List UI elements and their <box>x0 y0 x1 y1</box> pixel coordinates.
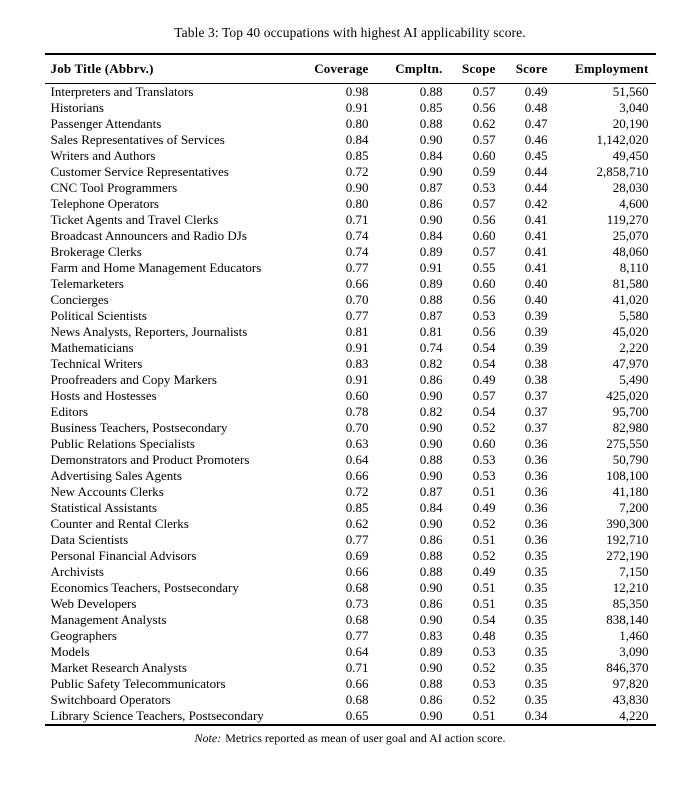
cell-score: 0.35 <box>524 660 548 675</box>
table-row <box>45 660 656 676</box>
cell-scope: 0.48 <box>472 628 496 643</box>
cell-coverage: 0.77 <box>345 532 369 547</box>
cell-scope: 0.51 <box>472 484 496 499</box>
cell-coverage: 0.71 <box>345 212 369 227</box>
cell-employment: 43,830 <box>612 692 649 707</box>
cell-job-title: Statistical Assistants <box>50 500 158 515</box>
table-row <box>45 132 656 148</box>
table-row <box>45 500 656 516</box>
cell-employment: 51,560 <box>612 84 649 99</box>
cell-coverage: 0.78 <box>345 404 369 419</box>
cell-job-title: Broadcast Announcers and Radio DJs <box>50 228 247 243</box>
cell-scope: 0.52 <box>472 692 496 707</box>
cell-score: 0.44 <box>524 180 548 195</box>
cell-job-title: Historians <box>50 100 104 115</box>
cell-cmpltn: 0.90 <box>419 164 443 179</box>
cell-scope: 0.51 <box>472 708 496 723</box>
cell-score: 0.39 <box>524 340 548 355</box>
cell-cmpltn: 0.86 <box>419 372 443 387</box>
cell-job-title: Market Research Analysts <box>50 660 187 675</box>
cell-cmpltn: 0.82 <box>419 356 443 371</box>
cell-job-title: Management Analysts <box>50 612 167 627</box>
cell-job-title: Economics Teachers, Postsecondary <box>50 580 239 595</box>
cell-job-title: New Accounts Clerks <box>50 484 164 499</box>
cell-score: 0.40 <box>524 292 548 307</box>
cell-coverage: 0.70 <box>345 292 369 307</box>
cell-scope: 0.56 <box>472 100 496 115</box>
cell-scope: 0.54 <box>472 356 496 371</box>
table-row <box>45 612 656 628</box>
cell-score: 0.35 <box>524 564 548 579</box>
cell-scope: 0.57 <box>472 132 496 147</box>
cell-cmpltn: 0.86 <box>419 196 443 211</box>
cell-coverage: 0.91 <box>345 372 369 387</box>
cell-score: 0.39 <box>524 324 548 339</box>
occupations-table <box>45 53 656 726</box>
cell-scope: 0.62 <box>472 116 496 131</box>
cell-cmpltn: 0.90 <box>419 516 443 531</box>
cell-coverage: 0.91 <box>345 100 369 115</box>
cell-score: 0.36 <box>524 516 548 531</box>
table-row <box>45 276 656 292</box>
cell-employment: 7,150 <box>619 564 649 579</box>
cell-cmpltn: 0.90 <box>419 388 443 403</box>
cell-job-title: Telemarketers <box>50 276 124 291</box>
cell-cmpltn: 0.87 <box>419 308 443 323</box>
table-row <box>45 116 656 132</box>
cell-scope: 0.49 <box>472 500 496 515</box>
cell-job-title: Brokerage Clerks <box>50 244 142 259</box>
table-note <box>45 731 656 746</box>
table-row <box>45 436 656 452</box>
cell-employment: 4,600 <box>619 196 649 211</box>
cell-cmpltn: 0.84 <box>419 500 443 515</box>
cell-score: 0.48 <box>524 100 548 115</box>
cell-coverage: 0.83 <box>345 356 369 371</box>
cell-coverage: 0.77 <box>345 260 369 275</box>
cell-job-title: Writers and Authors <box>50 148 156 163</box>
table-row <box>45 340 656 356</box>
cell-coverage: 0.72 <box>345 164 369 179</box>
cell-job-title: Data Scientists <box>50 532 129 547</box>
cell-score: 0.44 <box>524 164 548 179</box>
cell-cmpltn: 0.88 <box>419 452 443 467</box>
header-coverage: Coverage <box>300 54 369 84</box>
cell-cmpltn: 0.90 <box>419 212 443 227</box>
cell-score: 0.41 <box>524 260 548 275</box>
cell-coverage: 0.73 <box>345 596 369 611</box>
table-row <box>45 596 656 612</box>
cell-coverage: 0.81 <box>345 324 369 339</box>
cell-coverage: 0.60 <box>345 388 369 403</box>
cell-score: 0.37 <box>524 388 548 403</box>
cell-score: 0.35 <box>524 628 548 643</box>
cell-coverage: 0.66 <box>345 564 369 579</box>
table-row <box>45 628 656 644</box>
cell-cmpltn: 0.74 <box>419 340 443 355</box>
table-row <box>45 532 656 548</box>
cell-cmpltn: 0.90 <box>419 436 443 451</box>
paper-page <box>0 25 700 746</box>
cell-scope: 0.52 <box>472 660 496 675</box>
cell-score: 0.34 <box>524 708 548 723</box>
cell-cmpltn: 0.89 <box>419 244 443 259</box>
cell-score: 0.36 <box>524 532 548 547</box>
note-text: Metrics reported as mean of user goal and AI action score. <box>225 731 506 745</box>
cell-scope: 0.56 <box>472 292 496 307</box>
cell-scope: 0.49 <box>472 564 496 579</box>
table-row <box>45 468 656 484</box>
cell-coverage: 0.77 <box>345 308 369 323</box>
cell-coverage: 0.80 <box>345 116 369 131</box>
table-row <box>45 404 656 420</box>
cell-job-title: Ticket Agents and Travel Clerks <box>50 212 219 227</box>
cell-scope: 0.49 <box>472 372 496 387</box>
cell-scope: 0.53 <box>472 676 496 691</box>
cell-score: 0.35 <box>524 596 548 611</box>
cell-coverage: 0.64 <box>345 644 369 659</box>
cell-coverage: 0.90 <box>345 180 369 195</box>
cell-employment: 45,020 <box>612 324 649 339</box>
cell-cmpltn: 0.90 <box>419 580 443 595</box>
cell-scope: 0.55 <box>472 260 496 275</box>
cell-score: 0.35 <box>524 692 548 707</box>
cell-cmpltn: 0.87 <box>419 180 443 195</box>
cell-coverage: 0.85 <box>345 500 369 515</box>
cell-employment: 41,020 <box>612 292 649 307</box>
cell-score: 0.41 <box>524 244 548 259</box>
cell-employment: 119,270 <box>606 212 649 227</box>
cell-score: 0.35 <box>524 676 548 691</box>
cell-cmpltn: 0.90 <box>419 708 443 723</box>
header-employment: Employment <box>548 54 656 84</box>
table-row <box>45 676 656 692</box>
cell-employment: 49,450 <box>612 148 649 163</box>
cell-job-title: Customer Service Representatives <box>50 164 229 179</box>
table-row <box>45 180 656 196</box>
cell-employment: 25,070 <box>612 228 649 243</box>
table-row <box>45 548 656 564</box>
cell-cmpltn: 0.88 <box>419 84 443 99</box>
cell-job-title: Passenger Attendants <box>50 116 162 131</box>
cell-job-title: Counter and Rental Clerks <box>50 516 189 531</box>
cell-job-title: Business Teachers, Postsecondary <box>50 420 228 435</box>
table-row <box>45 580 656 596</box>
cell-cmpltn: 0.85 <box>419 100 443 115</box>
cell-scope: 0.60 <box>472 228 496 243</box>
cell-employment: 81,580 <box>612 276 649 291</box>
table-row <box>45 212 656 228</box>
table-row <box>45 308 656 324</box>
cell-job-title: News Analysts, Reporters, Journalists <box>50 324 248 339</box>
cell-coverage: 0.74 <box>345 244 369 259</box>
cell-cmpltn: 0.89 <box>419 644 443 659</box>
table-row <box>45 420 656 436</box>
table-row <box>45 324 656 340</box>
cell-job-title: CNC Tool Programmers <box>50 180 178 195</box>
cell-employment: 1,460 <box>619 628 649 643</box>
cell-score: 0.46 <box>524 132 548 147</box>
cell-cmpltn: 0.84 <box>419 148 443 163</box>
table-row <box>45 388 656 404</box>
cell-scope: 0.56 <box>472 212 496 227</box>
cell-cmpltn: 0.82 <box>419 404 443 419</box>
cell-job-title: Web Developers <box>50 596 137 611</box>
cell-scope: 0.53 <box>472 644 496 659</box>
cell-coverage: 0.68 <box>345 580 369 595</box>
cell-score: 0.35 <box>524 644 548 659</box>
cell-coverage: 0.85 <box>345 148 369 163</box>
cell-employment: 95,700 <box>612 404 649 419</box>
cell-job-title: Public Safety Telecommunicators <box>50 676 226 691</box>
cell-score: 0.36 <box>524 484 548 499</box>
header-row <box>45 54 656 84</box>
cell-employment: 108,100 <box>606 468 649 483</box>
cell-coverage: 0.91 <box>345 340 369 355</box>
cell-coverage: 0.70 <box>345 420 369 435</box>
cell-scope: 0.54 <box>472 340 496 355</box>
cell-coverage: 0.68 <box>345 692 369 707</box>
cell-job-title: Proofreaders and Copy Markers <box>50 372 217 387</box>
cell-coverage: 0.77 <box>345 628 369 643</box>
table-header <box>45 54 656 84</box>
cell-cmpltn: 0.91 <box>419 260 443 275</box>
table-row <box>45 708 656 725</box>
cell-coverage: 0.65 <box>345 708 369 723</box>
cell-score: 0.41 <box>524 228 548 243</box>
cell-coverage: 0.69 <box>345 548 369 563</box>
cell-scope: 0.56 <box>472 324 496 339</box>
cell-scope: 0.54 <box>472 612 496 627</box>
cell-coverage: 0.68 <box>345 612 369 627</box>
cell-employment: 3,040 <box>619 100 649 115</box>
cell-cmpltn: 0.86 <box>419 532 443 547</box>
cell-employment: 1,142,020 <box>596 132 649 147</box>
cell-job-title: Technical Writers <box>50 356 143 371</box>
cell-job-title: Models <box>50 644 90 659</box>
table-row <box>45 244 656 260</box>
cell-scope: 0.57 <box>472 84 496 99</box>
cell-cmpltn: 0.83 <box>419 628 443 643</box>
cell-score: 0.39 <box>524 308 548 323</box>
cell-cmpltn: 0.90 <box>419 612 443 627</box>
cell-employment: 20,190 <box>612 116 649 131</box>
cell-cmpltn: 0.81 <box>419 324 443 339</box>
cell-employment: 82,980 <box>612 420 649 435</box>
cell-job-title: Editors <box>50 404 89 419</box>
table-row <box>45 228 656 244</box>
cell-scope: 0.52 <box>472 516 496 531</box>
cell-coverage: 0.63 <box>345 436 369 451</box>
cell-employment: 47,970 <box>612 356 649 371</box>
cell-job-title: Geographers <box>50 628 117 643</box>
table-row <box>45 196 656 212</box>
cell-scope: 0.57 <box>472 388 496 403</box>
cell-cmpltn: 0.87 <box>419 484 443 499</box>
cell-coverage: 0.66 <box>345 676 369 691</box>
cell-employment: 192,710 <box>606 532 649 547</box>
cell-job-title: Hosts and Hostesses <box>50 388 157 403</box>
cell-score: 0.49 <box>524 84 548 99</box>
header-score: Score <box>496 54 548 84</box>
cell-score: 0.41 <box>524 212 548 227</box>
cell-scope: 0.60 <box>472 276 496 291</box>
cell-job-title: Mathematicians <box>50 340 134 355</box>
cell-job-title: Farm and Home Management Educators <box>50 260 262 275</box>
cell-cmpltn: 0.88 <box>419 292 443 307</box>
table-row <box>45 484 656 500</box>
table-row <box>45 692 656 708</box>
cell-employment: 4,220 <box>619 708 649 723</box>
cell-cmpltn: 0.88 <box>419 564 443 579</box>
cell-scope: 0.52 <box>472 548 496 563</box>
cell-scope: 0.51 <box>472 596 496 611</box>
cell-score: 0.35 <box>524 580 548 595</box>
cell-cmpltn: 0.88 <box>419 548 443 563</box>
cell-coverage: 0.66 <box>345 276 369 291</box>
cell-employment: 12,210 <box>612 580 649 595</box>
cell-scope: 0.57 <box>472 196 496 211</box>
cell-job-title: Demonstrators and Product Promoters <box>50 452 250 467</box>
cell-employment: 5,580 <box>619 308 649 323</box>
cell-cmpltn: 0.88 <box>419 676 443 691</box>
cell-employment: 2,858,710 <box>596 164 649 179</box>
cell-job-title: Advertising Sales Agents <box>50 468 182 483</box>
table-row <box>45 100 656 116</box>
cell-employment: 8,110 <box>619 260 649 275</box>
cell-cmpltn: 0.86 <box>419 692 443 707</box>
cell-coverage: 0.62 <box>345 516 369 531</box>
cell-employment: 48,060 <box>612 244 649 259</box>
cell-scope: 0.53 <box>472 308 496 323</box>
cell-coverage: 0.64 <box>345 452 369 467</box>
cell-coverage: 0.98 <box>345 84 369 99</box>
cell-score: 0.35 <box>524 612 548 627</box>
header-scope: Scope <box>443 54 496 84</box>
cell-job-title: Public Relations Specialists <box>50 436 195 451</box>
cell-score: 0.38 <box>524 356 548 371</box>
cell-employment: 97,820 <box>612 676 649 691</box>
cell-score: 0.40 <box>524 276 548 291</box>
cell-job-title: Concierges <box>50 292 109 307</box>
cell-coverage: 0.84 <box>345 132 369 147</box>
cell-score: 0.36 <box>524 452 548 467</box>
table-row <box>45 164 656 180</box>
cell-scope: 0.59 <box>472 164 496 179</box>
cell-job-title: Switchboard Operators <box>50 692 171 707</box>
cell-cmpltn: 0.89 <box>419 276 443 291</box>
cell-score: 0.38 <box>524 372 548 387</box>
table-row <box>45 564 656 580</box>
cell-employment: 28,030 <box>612 180 649 195</box>
table-row <box>45 356 656 372</box>
cell-employment: 85,350 <box>612 596 649 611</box>
cell-scope: 0.53 <box>472 452 496 467</box>
cell-cmpltn: 0.84 <box>419 228 443 243</box>
table-row <box>45 292 656 308</box>
cell-score: 0.37 <box>524 420 548 435</box>
cell-job-title: Political Scientists <box>50 308 147 323</box>
cell-cmpltn: 0.88 <box>419 116 443 131</box>
cell-scope: 0.54 <box>472 404 496 419</box>
cell-employment: 425,020 <box>606 388 649 403</box>
cell-employment: 390,300 <box>606 516 649 531</box>
table-row <box>45 644 656 660</box>
table-row <box>45 452 656 468</box>
cell-cmpltn: 0.90 <box>419 420 443 435</box>
cell-scope: 0.53 <box>472 180 496 195</box>
cell-job-title: Personal Financial Advisors <box>50 548 197 563</box>
cell-cmpltn: 0.90 <box>419 468 443 483</box>
header-job-title: Job Title (Abbrv.) <box>45 54 300 84</box>
cell-employment: 846,370 <box>606 660 649 675</box>
cell-coverage: 0.71 <box>345 660 369 675</box>
cell-score: 0.47 <box>524 116 548 131</box>
cell-scope: 0.60 <box>472 148 496 163</box>
table-body <box>45 84 656 726</box>
cell-score: 0.42 <box>524 196 548 211</box>
cell-coverage: 0.74 <box>345 228 369 243</box>
table-row <box>45 148 656 164</box>
table-row <box>45 516 656 532</box>
cell-coverage: 0.66 <box>345 468 369 483</box>
cell-scope: 0.51 <box>472 580 496 595</box>
cell-score: 0.36 <box>524 500 548 515</box>
cell-job-title: Sales Representatives of Services <box>50 132 225 147</box>
cell-job-title: Archivists <box>50 564 104 579</box>
cell-score: 0.35 <box>524 548 548 563</box>
cell-coverage: 0.80 <box>345 196 369 211</box>
header-cmpltn: Cmpltn. <box>369 54 443 84</box>
cell-scope: 0.53 <box>472 468 496 483</box>
cell-scope: 0.57 <box>472 244 496 259</box>
note-label: Note: <box>194 731 222 745</box>
cell-job-title: Interpreters and Translators <box>50 84 194 99</box>
cell-scope: 0.60 <box>472 436 496 451</box>
table-row <box>45 84 656 101</box>
cell-score: 0.45 <box>524 148 548 163</box>
cell-employment: 50,790 <box>612 452 649 467</box>
table-row <box>45 260 656 276</box>
cell-employment: 3,090 <box>619 644 649 659</box>
cell-scope: 0.51 <box>472 532 496 547</box>
table-row <box>45 372 656 388</box>
cell-job-title: Library Science Teachers, Postsecondary <box>50 708 264 723</box>
cell-score: 0.36 <box>524 468 548 483</box>
cell-employment: 41,180 <box>612 484 649 499</box>
cell-employment: 275,550 <box>606 436 649 451</box>
cell-cmpltn: 0.90 <box>419 132 443 147</box>
cell-cmpltn: 0.86 <box>419 596 443 611</box>
cell-employment: 272,190 <box>606 548 649 563</box>
cell-scope: 0.52 <box>472 420 496 435</box>
cell-job-title: Telephone Operators <box>50 196 159 211</box>
cell-employment: 7,200 <box>619 500 649 515</box>
cell-coverage: 0.72 <box>345 484 369 499</box>
cell-score: 0.36 <box>524 436 548 451</box>
cell-employment: 838,140 <box>606 612 649 627</box>
cell-employment: 5,490 <box>619 372 649 387</box>
cell-employment: 2,220 <box>619 340 649 355</box>
cell-score: 0.37 <box>524 404 548 419</box>
table-caption: Table 3: Top 40 occupations with highest AI applicability score. <box>174 25 526 40</box>
cell-cmpltn: 0.90 <box>419 660 443 675</box>
